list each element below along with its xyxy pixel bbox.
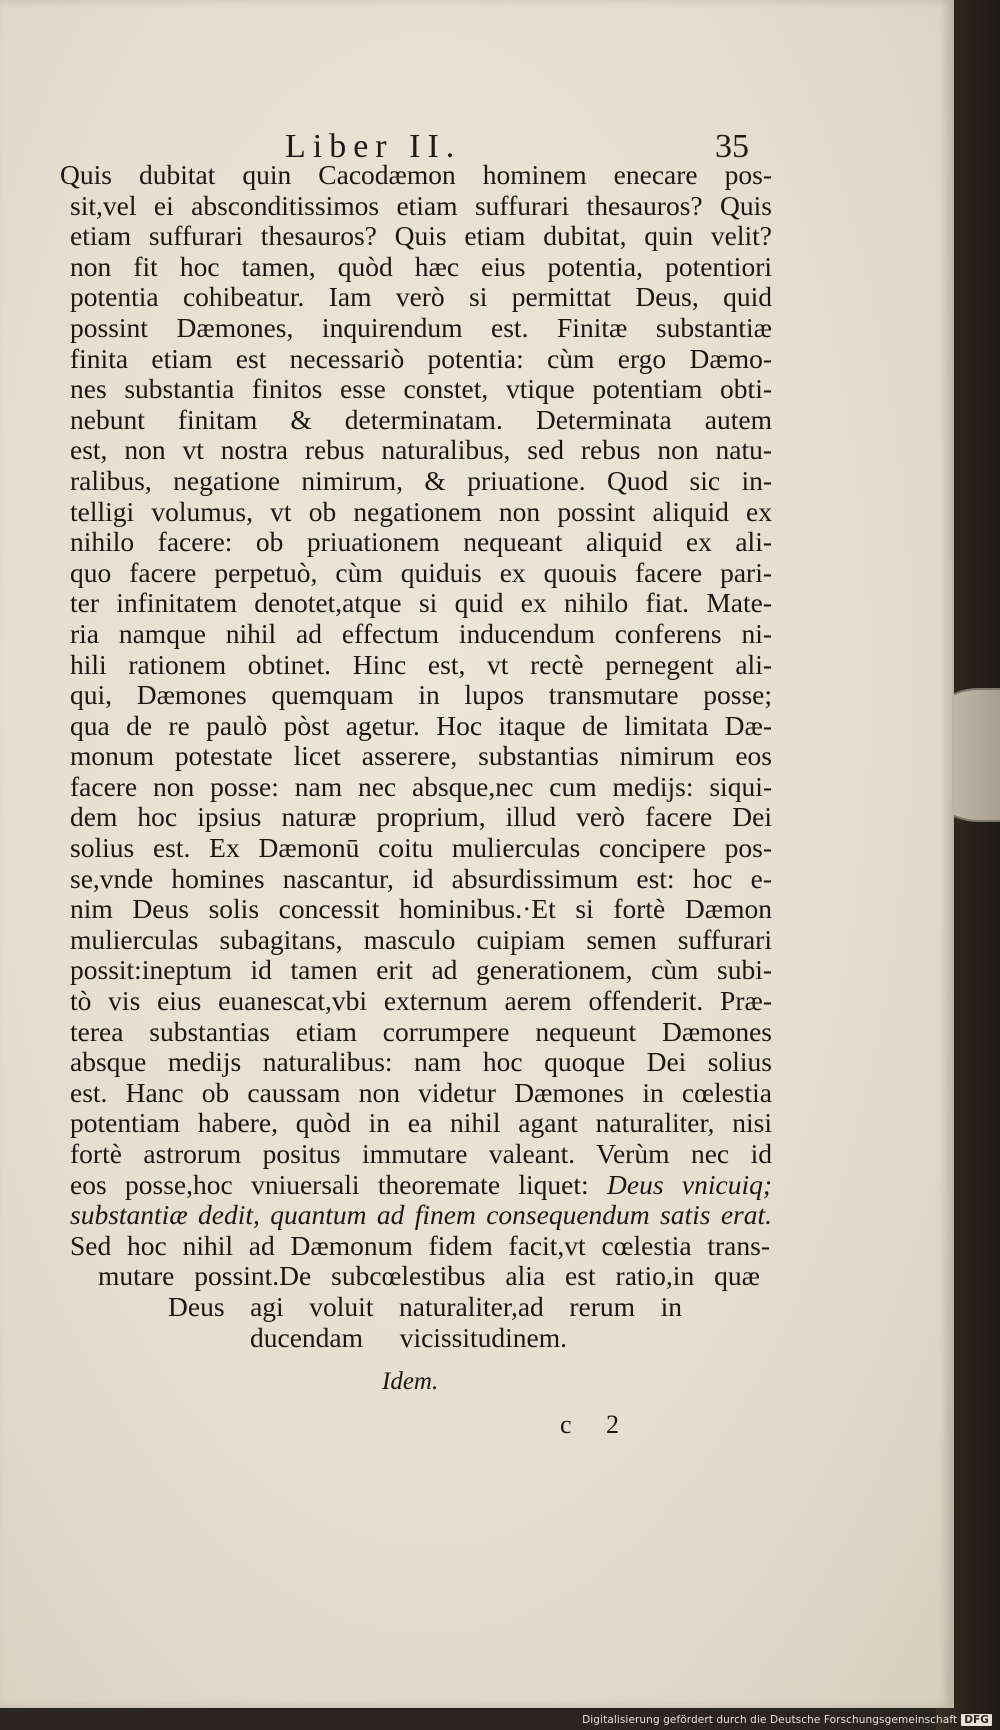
text-line: nes substantia finitos esse constet, vtique potentiam obti-: [70, 373, 772, 405]
text-line: ria namque nihil ad effectum inducendum conferens ni-: [70, 617, 772, 649]
text-line-with-quote: [60, 1170, 772, 1201]
text-line: non fit hoc tamen, quòd hæc eius potentia, potentiori: [70, 250, 772, 282]
text-line: nebunt finitam & determinatam. Determinata autem: [70, 403, 772, 435]
text-line: potentiam habere, quòd in ea nihil agant naturaliter, nisi: [70, 1107, 772, 1139]
text-line: dem hoc ipsius naturæ proprium, illud verò facere Dei: [70, 801, 772, 833]
text-line: nihilo facere: ob priuationem nequeant aliquid ex ali-: [70, 526, 772, 558]
text-line: absque medijs naturalibus: nam hoc quoque Dei solius: [70, 1046, 772, 1078]
running-title: Liber II.: [285, 128, 462, 165]
text-line-prefix: eos posse,hoc vniuersali theoremate liquet:: [70, 1168, 589, 1200]
text-line: possit:ineptum id tamen erit ad generationem, cùm subi-: [70, 954, 772, 986]
text-line: qua de re paulò pòst agetur. Hoc itaque de limitata Dæ-: [70, 709, 772, 741]
catchword: Idem.: [382, 1368, 439, 1395]
dfg-logo: DFG: [961, 1714, 992, 1726]
text-line: sit,vel ei absconditissimos etiam suffurari thesauros? Quis: [70, 189, 772, 221]
text-line: potentia cohibeatur. Iam verò si permittat Deus, quid: [70, 281, 772, 313]
italic-quote-start: Deus vnicuiq;: [607, 1168, 772, 1200]
text-line: finita etiam est necessariò potentia: cùm ergo Dæmo-: [70, 342, 772, 374]
text-line: mutare possint.De subcœlestibus alia est ratio,in quæ: [98, 1260, 760, 1292]
text-line: tò vis eius euanescat,vbi externum aerem offenderit. Præ-: [70, 985, 772, 1017]
text-line: telligi volumus, vt ob negationem non possint aliquid ex: [70, 495, 772, 527]
text-line: ter infinitatem denotet,atque si quid ex nihilo fiat. Mate-: [70, 587, 772, 619]
text-line: monum potestate licet asserere, substantias nimirum eos: [70, 740, 772, 772]
text-line: terea substantias etiam corrumpere nequeunt Dæmones: [70, 1015, 772, 1047]
page-number: 35: [715, 128, 749, 165]
text-line: Quis dubitat quin Cacodæmon hominem enecare pos-: [60, 159, 772, 190]
text-line: possint Dæmones, inquirendum est. Finitæ substantiæ: [70, 311, 772, 343]
digitization-credit: [582, 1714, 992, 1726]
text-line: est. Hanc ob caussam non videtur Dæmones in cœlestia: [70, 1076, 772, 1108]
text-line: facere non posse: nam nec absque,nec cum medijs: siqui-: [70, 770, 772, 802]
text-line: solius est. Ex Dæmonū coitu mulierculas concipere pos-: [70, 832, 772, 864]
text-line: quo facere perpetuò, cùm quiduis ex quouis facere pari-: [70, 556, 772, 588]
text-line: hili rationem obtinet. Hinc est, vt rectè pernegent ali-: [70, 648, 772, 680]
text-line: ralibus, negatione nimirum, & priuatione. Quod sic in-: [70, 464, 772, 496]
text-line: qui, Dæmones quemquam in lupos transmutare posse;: [70, 679, 772, 711]
text-line: mulierculas subagitans, masculo cuipiam semen suffurari: [70, 923, 772, 955]
italic-quote-end: substantiæ dedit, quantum ad finem consequendum satis erat.: [70, 1199, 772, 1231]
text-line: etiam suffurari thesauros? Quis etiam dubitat, quin velit?: [70, 220, 772, 252]
body-text: [60, 160, 772, 1353]
text-line: ducendam vicissitudinem.: [250, 1321, 567, 1353]
text-line: Sed hoc nihil ad Dæmonum fidem facit,vt cœlestia trans-: [70, 1229, 770, 1261]
text-line: nim Deus solis concessit hominibus.·Et si fortè Dæmon: [70, 893, 772, 925]
text-line: se,vnde homines nascantur, id absurdissimum est: hoc e-: [70, 862, 772, 894]
text-line: est, non vt nostra rebus naturalibus, sed rebus non natu-: [70, 434, 772, 466]
credit-text: Digitalisierung gefördert durch die Deutsche Forschungsgemeinschaft: [582, 1714, 958, 1726]
page-foot: [0, 1368, 952, 1448]
signature-mark: c 2: [560, 1410, 634, 1439]
text-line: fortè astrorum positus immutare valeant. Verùm nec id: [70, 1138, 772, 1169]
text-line: Deus agi voluit naturaliter,ad rerum in: [168, 1290, 682, 1322]
